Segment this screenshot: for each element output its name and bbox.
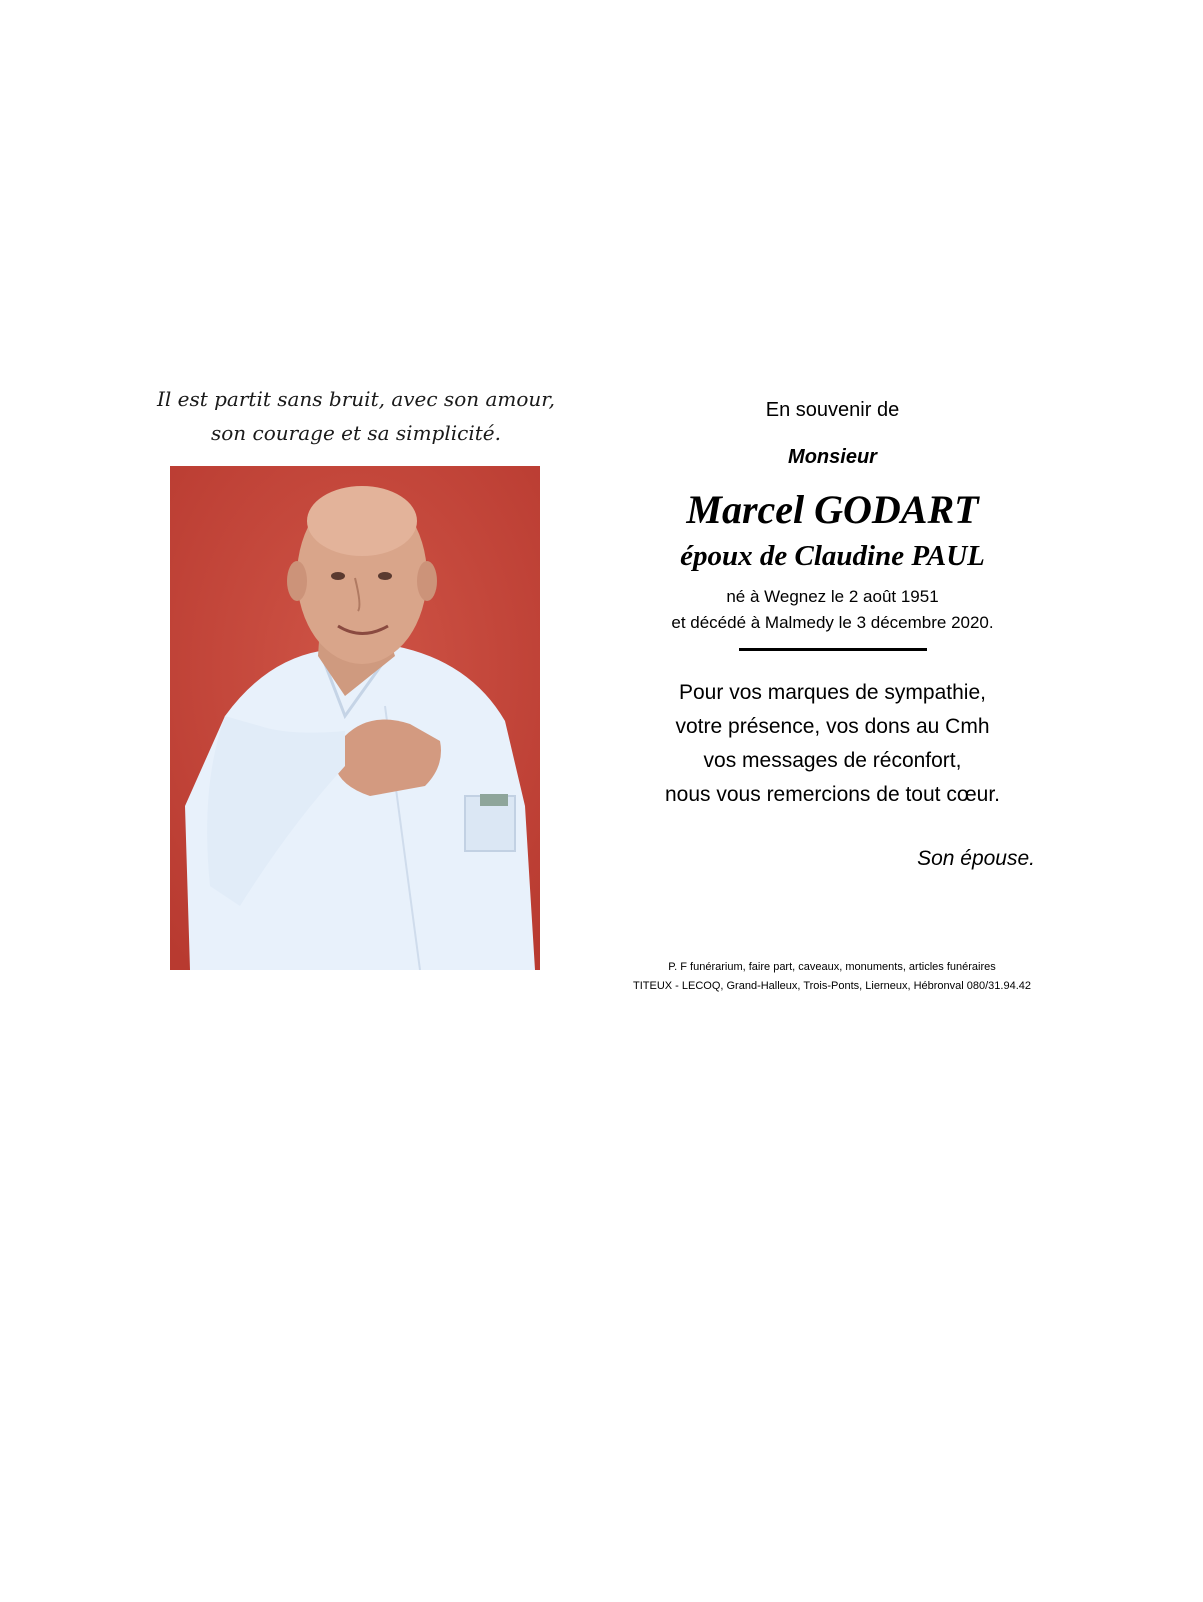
- birth-line: né à Wegnez le 2 août 1951: [726, 587, 939, 606]
- thanks-line-2: votre présence, vos dons au Cmh: [675, 715, 990, 738]
- memorial-quote: [150, 382, 562, 450]
- portrait-photo: [170, 466, 540, 970]
- dates-block: [630, 584, 1035, 636]
- thanks-line-4: nous vous remercions de tout cœur.: [665, 783, 1000, 806]
- spouse-line: époux de Claudine PAUL: [680, 540, 985, 572]
- memorial-text: [630, 390, 1035, 871]
- thanks-message: [630, 676, 1035, 812]
- signature: Son épouse.: [917, 847, 1035, 870]
- death-line: et décédé à Malmedy le 3 décembre 2020.: [671, 613, 994, 632]
- funeral-home-footer: [612, 958, 1052, 996]
- footer-line-1: P. F funérarium, faire part, caveaux, monuments, articles funéraires: [668, 961, 996, 973]
- quote-line-1: Il est partit sans bruit, avec son amour,: [156, 387, 556, 411]
- portrait-illustration: [170, 466, 540, 970]
- honorific: Monsieur: [788, 446, 877, 468]
- divider: [739, 648, 927, 651]
- thanks-line-1: Pour vos marques de sympathie,: [679, 681, 986, 704]
- intro-text: En souvenir de: [765, 399, 900, 421]
- quote-line-2: son courage et sa simplicité.: [211, 421, 501, 445]
- footer-line-2: TITEUX - LECOQ, Grand-Halleux, Trois-Ponts, Lierneux, Hébronval 080/31.94.42: [632, 980, 1031, 992]
- thanks-line-3: vos messages de réconfort,: [703, 749, 962, 772]
- deceased-name: Marcel GODART: [686, 487, 979, 532]
